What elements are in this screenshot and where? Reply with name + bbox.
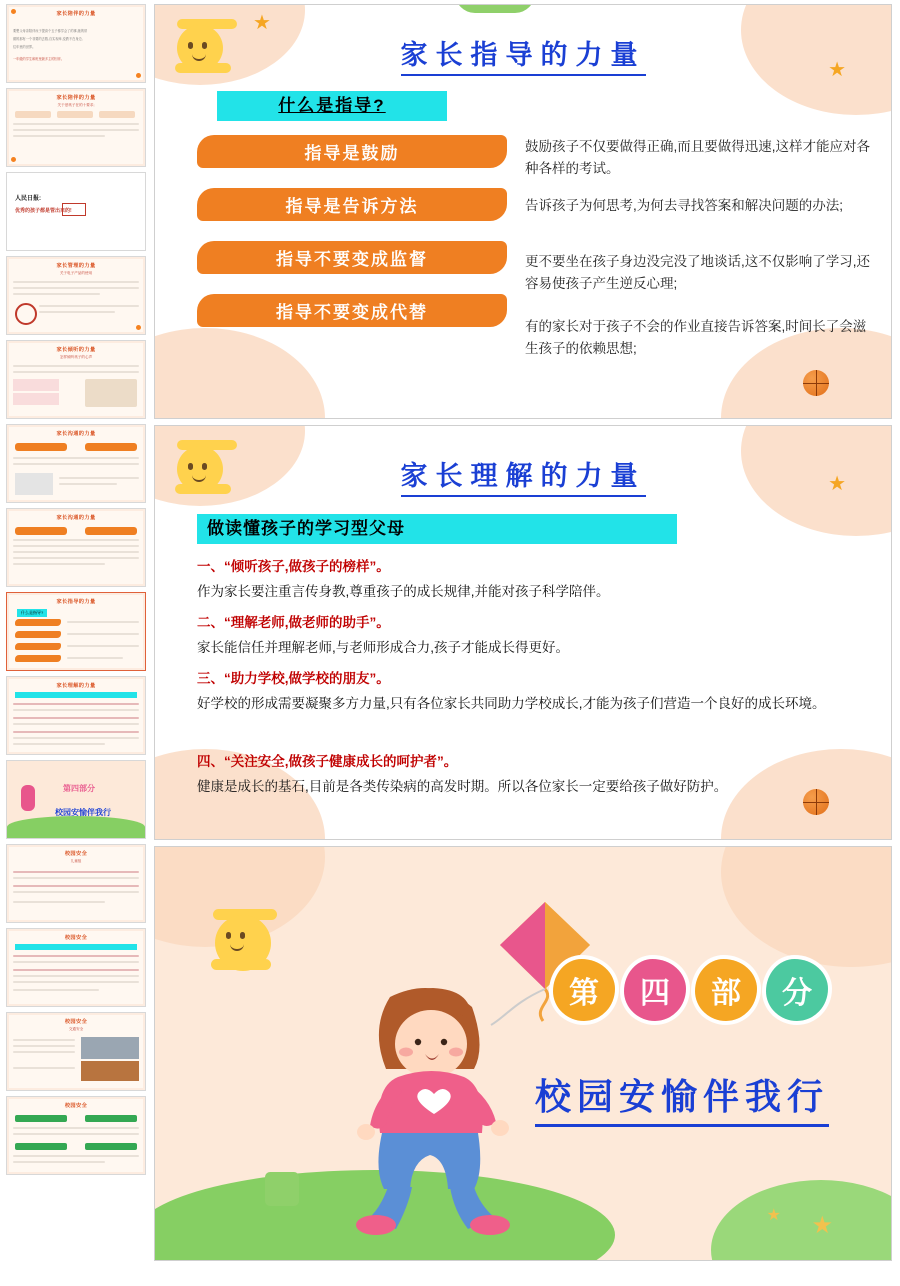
thumb-line — [13, 135, 105, 137]
slide-section-four[interactable] — [154, 846, 892, 1261]
thumb-image — [81, 1037, 139, 1059]
thumb-subtitle: 关于爱孩子在的十要求; — [57, 103, 95, 107]
thumb-line — [67, 657, 123, 659]
thumb-line — [13, 877, 139, 879]
thumb-line — [13, 129, 139, 131]
slide-guidance[interactable] — [154, 4, 892, 419]
thumb-line — [39, 305, 139, 307]
thumb-title: 家长指导的力量 — [56, 599, 96, 605]
thumb-grass — [7, 816, 145, 838]
guidance-text-3: 更不要坐在孩子身边没完没了地谈话,这不仅影响了学习,还容易使孩子产生逆反心理; — [525, 254, 871, 292]
thumb-line — [13, 1067, 75, 1069]
section-subtitle: 校园安愉伴我行 — [535, 1069, 829, 1127]
thumbnail-slide-4[interactable] — [6, 256, 146, 335]
thumb-text: 往年里的世界。 — [13, 45, 36, 49]
guidance-pill-1[interactable] — [197, 135, 507, 168]
thumb-subtitle: 交通安全 — [68, 1027, 84, 1031]
star-icon: ★ — [828, 473, 846, 495]
thumb-line — [39, 311, 115, 313]
decor-dot — [136, 325, 141, 330]
thumb-line — [13, 463, 139, 465]
thumb-line — [13, 123, 139, 125]
understanding-head-1: 一、“倾听孩子,做孩子的榜样”。 — [197, 559, 390, 574]
decor-dot — [136, 73, 141, 78]
thumb-title: 家长倾听的力量 — [56, 347, 96, 353]
guidance-pill-4[interactable] — [197, 294, 507, 327]
thumb-subtitle: 怎样倾听孩子的心声 — [59, 355, 93, 359]
decor-dot — [11, 157, 16, 162]
thumb-block — [15, 111, 51, 118]
thumb-line — [13, 885, 139, 887]
thumb-line — [13, 1051, 75, 1053]
thumb-line — [13, 457, 139, 459]
thumbnail-slide-10[interactable] — [6, 760, 146, 839]
thumb-line — [59, 483, 117, 485]
understanding-body-1: 作为家长要注重言传身教,尊重孩子的成长规律,并能对孩子科学陪伴。 — [197, 584, 610, 599]
thumb-line — [13, 717, 139, 719]
thumb-line — [13, 539, 139, 541]
thumb-pill — [85, 1143, 137, 1150]
thumb-pill — [15, 1115, 67, 1122]
thumb-subtitle-band — [15, 692, 137, 698]
thumb-text: 一年级的学生和班里最多主的因伴。 — [13, 57, 64, 61]
thumb-line — [13, 281, 139, 283]
thumb-block — [57, 111, 93, 118]
slide-understanding[interactable] — [154, 425, 892, 840]
thumb-pill — [85, 443, 137, 451]
star-icon: ★ — [253, 12, 271, 34]
thumb-line — [13, 557, 139, 559]
thumb-title: 家长陪伴的力量 — [56, 11, 96, 17]
thumb-title: 校园安全 — [64, 851, 88, 857]
decor-grass — [711, 1180, 892, 1261]
thumb-subtitle: 儿童组 — [70, 859, 82, 863]
section-number-group — [553, 959, 828, 1021]
thumb-line — [13, 731, 139, 733]
thumb-line — [13, 969, 139, 971]
section-char-4: 分 — [766, 959, 828, 1021]
thumb-subtitle: 优秀的孩子都是管出来的! — [15, 208, 72, 214]
thumb-title: 人民日报: — [15, 196, 41, 202]
guidance-pill-2-label: 指导是告诉方法 — [285, 197, 419, 216]
thumb-line — [13, 703, 139, 705]
slide-title — [155, 454, 891, 493]
understanding-head-4: 四、“关注安全,做孩子健康成长的呵护者”。 — [197, 754, 458, 769]
understanding-head-2: 二、“理解老师,做老师的助手”。 — [197, 615, 390, 630]
thumb-line — [13, 563, 105, 565]
section-char-2: 四 — [624, 959, 686, 1021]
thumb-title: 家长理解的力量 — [56, 683, 96, 689]
section-char-3: 部 — [695, 959, 757, 1021]
thumb-inner — [9, 847, 143, 920]
section-label-text: 做读懂孩子的学习型父母 — [207, 519, 405, 538]
thumb-line — [67, 633, 139, 635]
thumb-line — [13, 709, 139, 711]
thumb-line — [13, 737, 139, 739]
slide-list — [150, 0, 900, 1286]
thumb-pill — [15, 1143, 67, 1150]
thumb-title: 家长沟通的力量 — [56, 515, 96, 521]
thumbnail-slide-7[interactable] — [6, 508, 146, 587]
thumb-line — [13, 365, 139, 367]
guidance-pill-1-label: 指导是鼓励 — [304, 144, 400, 163]
section-label — [217, 91, 447, 121]
thumb-line — [13, 287, 139, 289]
thumb-line — [13, 1155, 139, 1157]
thumb-inner — [9, 511, 143, 584]
thumbnail-slide-6[interactable] — [6, 424, 146, 503]
thumb-line — [13, 955, 139, 957]
thumb-figure — [21, 785, 35, 811]
thumb-subtitle-band — [15, 944, 137, 950]
thumb-line — [13, 891, 139, 893]
thumb-pill — [15, 631, 61, 638]
slide-title-text: 家长理解的力量 — [401, 461, 646, 497]
thumb-block — [99, 111, 135, 118]
thumb-subtitle: 什么是指导? — [17, 609, 47, 617]
thumb-pill — [85, 527, 137, 535]
decor-dot — [11, 9, 16, 14]
guidance-pill-3[interactable] — [197, 241, 507, 274]
thumb-text: 要想父母亲陪伴孩子提高个五子都学会了的事,她的常 — [13, 29, 88, 33]
decor-bar — [455, 4, 535, 13]
thumb-line — [13, 1161, 105, 1163]
thumb-line — [13, 545, 139, 547]
thumb-line — [13, 901, 105, 903]
thumb-line — [13, 551, 139, 553]
guidance-pill-2[interactable] — [197, 188, 507, 221]
thumb-inner — [9, 91, 143, 164]
guidance-text-1: 鼓励孩子不仅要做得正确,而且要做得迅速,这样才能应对各种各样的考试。 — [525, 139, 871, 177]
decor-blob — [721, 846, 892, 967]
star-icon: ★ — [811, 1212, 833, 1239]
thumb-line — [13, 871, 139, 873]
thumb-inner — [9, 931, 143, 1004]
thumb-icon — [15, 303, 37, 325]
section-label — [197, 514, 677, 544]
thumb-line — [13, 981, 139, 983]
guidance-pill-list — [197, 135, 507, 347]
thumb-line — [13, 371, 139, 373]
thumbnail-panel[interactable] — [0, 0, 150, 1286]
thumbnail-slide-8[interactable] — [6, 592, 146, 671]
thumb-line — [13, 1045, 75, 1047]
thumb-line — [13, 1127, 139, 1129]
section-label-text: 什么是指导? — [278, 96, 386, 115]
thumb-inner — [9, 679, 143, 752]
thumb-block — [13, 393, 59, 405]
thumb-title: 第四部分 — [63, 784, 95, 793]
thumb-title: 校园安全 — [64, 935, 88, 941]
thumb-line — [67, 645, 139, 647]
thumb-pill — [15, 619, 61, 626]
section-char-1: 第 — [553, 959, 615, 1021]
thumb-image — [15, 473, 53, 495]
thumb-pill — [15, 443, 67, 451]
basketball-icon — [803, 370, 829, 396]
thumb-line — [13, 975, 139, 977]
understanding-head-3: 三、“助力学校,做学校的朋友”。 — [197, 671, 390, 686]
thumb-line — [67, 621, 139, 623]
understanding-body-3: 好学校的形成需要凝聚多方力量,只有各位家长共同助力学校成长,才能为孩子们营造一个良好的成长环境。 — [197, 696, 826, 711]
thumb-highlight — [62, 203, 86, 216]
guidance-text-2: 告诉孩子为何思考,为何去寻找答案和解决问题的办法; — [525, 198, 844, 213]
thumb-line — [13, 1039, 75, 1041]
guidance-text-4: 有的家长对于孩子不会的作业直接告诉答案,时间长了会滋生孩子的依赖思想; — [525, 319, 867, 357]
thumb-pill — [15, 643, 61, 650]
thumb-text: 做的那有一个非要的去数,自实现举,变教不在身边, — [13, 37, 83, 41]
puzzle-icon — [265, 1172, 299, 1206]
thumbnail-slide-3[interactable] — [6, 172, 146, 251]
thumb-line — [13, 743, 105, 745]
understanding-body-4: 健康是成长的基石,目前是各类传染病的高发时期。所以各位家长一定要给孩子做好防护。 — [197, 779, 728, 794]
thumb-subtitle: 校园安愉伴我行 — [55, 808, 111, 817]
thumb-image — [81, 1061, 139, 1081]
understanding-body-2: 家长能信任并理解老师,与老师形成合力,孩子才能成长得更好。 — [197, 640, 570, 655]
slide-title — [155, 33, 891, 72]
thumb-line — [13, 989, 99, 991]
thumb-title: 校园安全 — [64, 1103, 88, 1109]
star-icon: ★ — [766, 1207, 781, 1224]
thumb-subtitle: 关于电子产品的使用 — [59, 271, 93, 275]
thumb-title: 家长陪伴的力量 — [56, 95, 96, 101]
thumbnail-slide-1[interactable] — [6, 4, 146, 83]
sun-icon — [215, 915, 271, 971]
guidance-pill-4-label: 指导不要变成代替 — [276, 303, 428, 322]
star-icon: ★ — [828, 59, 846, 81]
thumbnail-slide-5[interactable] — [6, 340, 146, 419]
guidance-pill-3-label: 指导不要变成监督 — [276, 250, 428, 269]
thumbnail-slide-14[interactable] — [6, 1096, 146, 1175]
thumbnail-slide-9[interactable] — [6, 676, 146, 755]
thumb-block — [13, 379, 59, 391]
thumb-line — [13, 293, 100, 295]
slide-title-text: 家长指导的力量 — [401, 40, 646, 76]
thumb-line — [13, 723, 139, 725]
thumbnail-slide-11[interactable] — [6, 844, 146, 923]
thumb-title: 家长沟通的力量 — [56, 431, 96, 437]
thumb-title: 校园安全 — [64, 1019, 88, 1025]
thumb-title: 家长管理的力量 — [56, 263, 96, 269]
thumb-pill — [85, 1115, 137, 1122]
thumb-line — [59, 477, 139, 479]
thumbnail-slide-2[interactable] — [6, 88, 146, 167]
thumb-pill — [15, 655, 61, 662]
girl-illustration — [330, 982, 540, 1242]
thumb-line — [13, 1133, 139, 1135]
thumbnail-slide-12[interactable] — [6, 928, 146, 1007]
thumb-image — [85, 379, 137, 407]
thumb-inner — [9, 7, 143, 80]
thumbnail-slide-13[interactable] — [6, 1012, 146, 1091]
thumb-pill — [15, 527, 67, 535]
thumb-line — [13, 961, 139, 963]
